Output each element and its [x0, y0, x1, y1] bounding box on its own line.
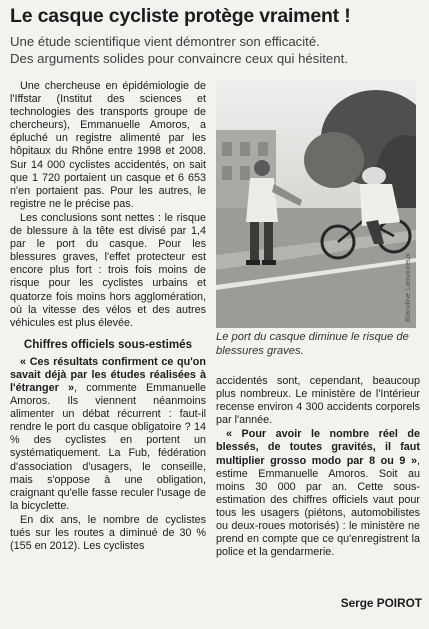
- article-headline: Le casque cycliste protège vraiment !: [10, 5, 351, 27]
- paragraph-4: En dix ans, le nombre de cyclistes tués sur les routes a diminué de 30 % (155 en 2012). Les cyclistes: [10, 513, 206, 553]
- quote-1: « Ces résultats confirment ce qu'on savait déjà par les études réalisées à l'étranger »: [10, 355, 206, 394]
- paragraph-2: Les conclusions sont nettes : le risque de blessure à la tête est divisé par 1,4 par le port du casque. Pour les blessures graves, l'effet protecteur est encore plus fort : trois fois moins de risque pour les cyclistes urbains et quatorze fois moins hors agglomération, où la vitesse des vélos et des autres véhicules est plus élevée.: [10, 211, 206, 329]
- left-column: [10, 80, 206, 553]
- paragraph-1: Une chercheuse en épidémiologie de l'Iffstar (Institut des sciences et technologies des transports groupe de chercheurs), Emmanuelle Amoros, a épluché un registre alimenté par les hôpitaux du Rhône entre 1998 et 2008. Sur 14 000 cyclistes accidentés, on sait que 1 720 portaient un casque et 6 653 n'en portaient pas. Pour les autres, le registre ne le précise pas.: [10, 80, 206, 210]
- paragraph-3: [10, 356, 206, 513]
- photo-caption: Le port du casque diminue le risque de blessures graves.: [216, 331, 409, 357]
- paragraph-5: [216, 428, 420, 559]
- paragraph-5-text: , estime Emmanuelle Amoros. Soit au moins 30 000 par an. Cette sous-estimation des chiffres officiels vaut pour tous les usagers (piétons, automobilistes ou deux-roues motorisés) : le ministère ne prend en compte que ce qu'enregistrent la police et la gendarmerie.: [216, 454, 420, 559]
- article-intro: [10, 33, 422, 67]
- intro-line-1: Une étude scientifique vient démontrer son efficacité.: [10, 34, 320, 49]
- author-signature: Serge POIROT: [340, 596, 422, 610]
- photo-credit: Blandine Lamoureux: [403, 253, 412, 322]
- paragraph-3-text: , commente Emmanuelle Amoros. Ils viennent néanmoins alimenter un débat récurrent : faut-il rendre le port du casque obligatoire ? 14 % des cyclistes en portent un systématiquement. La Fub, fédération d'association d'usagers, le conseille, mais s'oppose à une obligation, craignant qu'elle fasse reculer l'usage de la bicyclette.: [10, 381, 206, 512]
- intro-line-2: Des arguments solides pour convaincre ceux qui hésitent.: [10, 51, 348, 66]
- paragraph-4-continued: accidentés sont, cependant, beaucoup plus nombreux. Le ministère de l'Intérieur recense environ 4 300 accidents corporels par l'année.: [216, 375, 420, 427]
- subheading: Chiffres officiels sous-estimés: [23, 337, 193, 351]
- quote-2: « Pour avoir le nombre réel de blessés, de toutes gravités, il faut multiplier grosso modo par 8 ou 9 »: [216, 428, 420, 467]
- right-column: [216, 375, 420, 559]
- cyclist-photo: [216, 80, 416, 328]
